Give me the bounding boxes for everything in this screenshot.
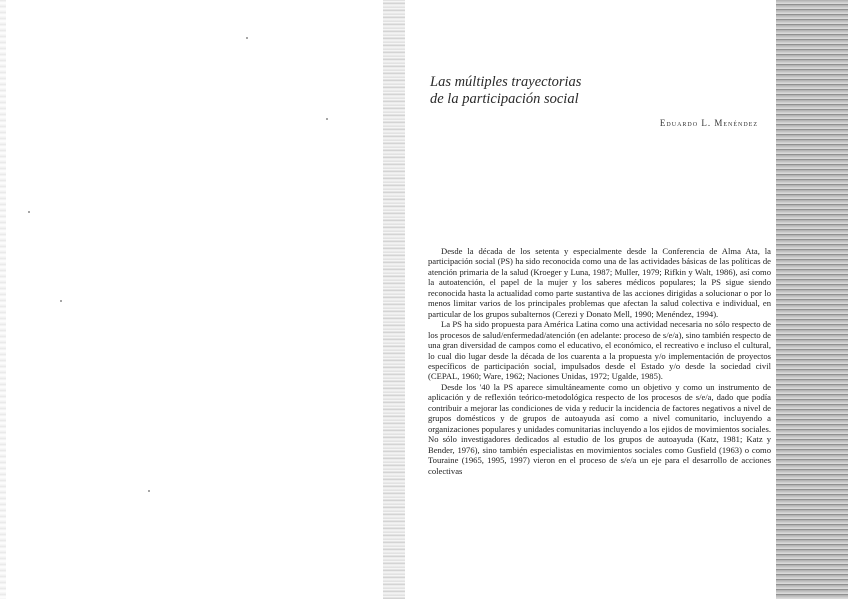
scan-speck (148, 490, 150, 492)
body-paragraph-2: La PS ha sido propuesta para América Latina como una actividad necesaria no sólo respecto de los procesos de salud/enfermedad/atención (en adelante: proceso de s/e/a), sino también respecto de una gran diversidad de campos como el educativo, el económico, el recreativo e incluso el cultural, lo cual dio lugar desde la década de los cuarenta a la propuesta y/o implementación de proyectos específicos de participación social, impulsados desde el Estado y/o desde la sociedad civil (CEPAL, 1960; Ware, 1962; Naciones Unidas, 1972; Ugalde, 1985). (428, 319, 771, 382)
article-title-line-2: de la participación social (430, 91, 579, 107)
scan-speck (28, 211, 30, 213)
article-body (428, 246, 771, 476)
article-title-line-1: Las múltiples trayectorias (430, 74, 582, 90)
right-page-edge-shadow (776, 0, 848, 599)
left-page-blank (0, 0, 385, 599)
article-title (430, 74, 730, 108)
scan-speck (60, 300, 62, 302)
article-author: Eduardo L. Menéndez (659, 118, 758, 128)
scan-speck (246, 37, 248, 39)
body-paragraph-3: Desde los '40 la PS aparece simultáneamente como un objetivo y como un instrumento de aplicación y de reflexión teórico-metodológica respecto de los procesos de s/e/a, dado que podía contribuir a mejorar las condiciones de vida y reducir la incidencia de factores negativos a nivel de grupos domésticos y de grupos de autoayuda así como a nivel comunitario, incluyendo a organizaciones populares y unidades comunitarias incluyendo a los ejidos de movimientos sociales. No sólo investigadores dedicados al estudio de los grupos de autoayuda (Katz, 1981; Katz y Bender, 1976), sino también especialistas en movimientos sociales como Gusfield (1963) o como Touraine (1965, 1995, 1997) vieron en el proceso de s/e/a un eje para el desarrollo de acciones colectivas (428, 381, 771, 476)
body-paragraph-1: Desde la década de los setenta y especialmente desde la Conferencia de Alma Ata, la participación social (PS) ha sido reconocida como una de las actividades básicas de las políticas de atención primaria de la salud (Kroeger y Luna, 1987; Muller, 1979; Rifkin y Walt, 1986), así como la autoatención, el papel de la mujer y los saberes médicos populares; la PS sigue siendo reconocida hasta la actualidad como parte sustantiva de las acciones dirigidas a solucionar o por lo menos limitar varios de los principales problemas que afectan la salud colectiva e individual, en particular de los grupos subalternos (Cerezi y Donato Mell, 1990; Menéndez, 1994). (428, 246, 771, 319)
book-gutter-shadow (383, 0, 405, 599)
scan-speck (326, 118, 328, 120)
left-page-edge (0, 0, 6, 599)
